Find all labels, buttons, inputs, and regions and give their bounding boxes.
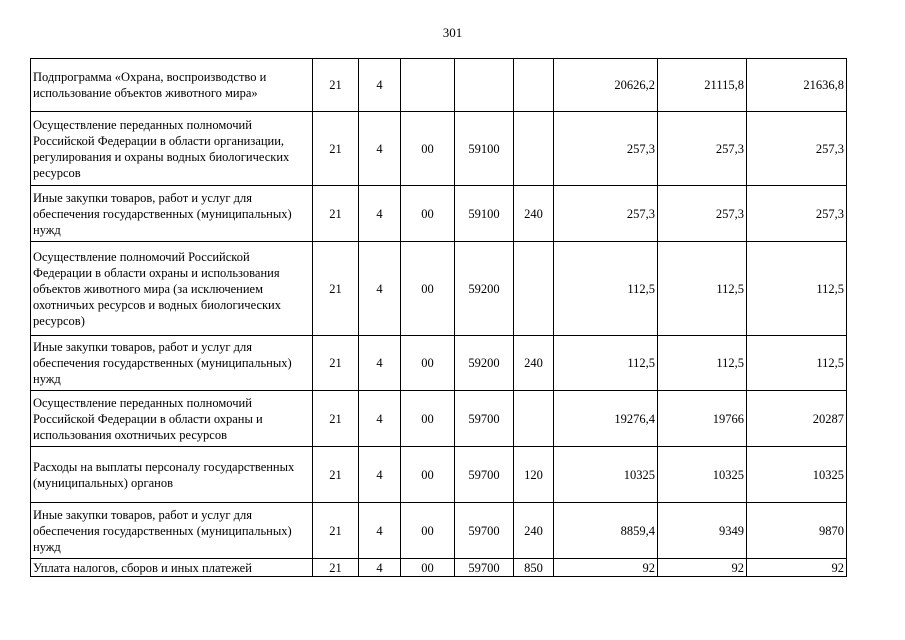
code-cell: 59700 <box>455 447 514 503</box>
code-cell: 4 <box>359 112 401 186</box>
table-row <box>31 186 847 242</box>
table-row <box>31 391 847 447</box>
value-cell: 92 <box>658 559 747 577</box>
code-cell: 00 <box>401 112 455 186</box>
code-cell: 00 <box>401 503 455 559</box>
code-cell: 4 <box>359 559 401 577</box>
code-cell: 240 <box>514 186 554 242</box>
table-row <box>31 112 847 186</box>
value-cell: 21115,8 <box>658 59 747 112</box>
value-cell: 257,3 <box>658 186 747 242</box>
code-cell: 240 <box>514 336 554 391</box>
code-cell: 00 <box>401 336 455 391</box>
row-name-cell: Уплата налогов, сборов и иных платежей <box>31 559 313 577</box>
value-cell: 20287 <box>747 391 847 447</box>
code-cell: 00 <box>401 186 455 242</box>
code-cell: 00 <box>401 391 455 447</box>
table-body <box>31 59 847 577</box>
value-cell: 257,3 <box>554 112 658 186</box>
table-row <box>31 559 847 577</box>
code-cell: 4 <box>359 391 401 447</box>
code-cell: 21 <box>313 447 359 503</box>
value-cell: 92 <box>747 559 847 577</box>
value-cell: 112,5 <box>658 336 747 391</box>
row-name-cell: Расходы на выплаты персоналу государственных (муниципальных) органов <box>31 447 313 503</box>
page-number: 301 <box>442 25 463 40</box>
value-cell: 10325 <box>658 447 747 503</box>
code-cell: 21 <box>313 242 359 336</box>
value-cell: 257,3 <box>747 112 847 186</box>
value-cell: 112,5 <box>554 336 658 391</box>
value-cell: 112,5 <box>747 336 847 391</box>
budget-table <box>30 58 847 577</box>
value-cell: 9349 <box>658 503 747 559</box>
code-cell: 4 <box>359 186 401 242</box>
value-cell: 19766 <box>658 391 747 447</box>
value-cell: 257,3 <box>658 112 747 186</box>
code-cell: 21 <box>313 186 359 242</box>
code-cell: 4 <box>359 447 401 503</box>
code-cell: 4 <box>359 59 401 112</box>
code-cell <box>514 242 554 336</box>
value-cell: 257,3 <box>554 186 658 242</box>
value-cell: 10325 <box>554 447 658 503</box>
code-cell: 21 <box>313 59 359 112</box>
value-cell: 257,3 <box>747 186 847 242</box>
value-cell: 112,5 <box>554 242 658 336</box>
code-cell: 59100 <box>455 112 514 186</box>
code-cell <box>455 59 514 112</box>
code-cell: 00 <box>401 447 455 503</box>
code-cell: 59700 <box>455 391 514 447</box>
code-cell: 850 <box>514 559 554 577</box>
code-cell: 00 <box>401 242 455 336</box>
value-cell: 10325 <box>747 447 847 503</box>
value-cell: 92 <box>554 559 658 577</box>
row-name-cell: Подпрограмма «Охрана, воспроизводство и использование объектов животного мира» <box>31 59 313 112</box>
code-cell: 21 <box>313 336 359 391</box>
table-row <box>31 242 847 336</box>
code-cell <box>514 59 554 112</box>
code-cell: 21 <box>313 559 359 577</box>
row-name-cell: Иные закупки товаров, работ и услуг для обеспечения государственных (муниципальных) нужд <box>31 336 313 391</box>
table-row <box>31 447 847 503</box>
code-cell: 59200 <box>455 336 514 391</box>
value-cell: 112,5 <box>658 242 747 336</box>
code-cell: 4 <box>359 242 401 336</box>
code-cell <box>514 112 554 186</box>
code-cell: 59700 <box>455 559 514 577</box>
code-cell: 21 <box>313 391 359 447</box>
row-name-cell: Иные закупки товаров, работ и услуг для обеспечения государственных (муниципальных) нужд <box>31 503 313 559</box>
code-cell: 59100 <box>455 186 514 242</box>
value-cell: 8859,4 <box>554 503 658 559</box>
value-cell: 112,5 <box>747 242 847 336</box>
row-name-cell: Осуществление переданных полномочий Российской Федерации в области организации, регулирования и охраны водных биологических ресурсов <box>31 112 313 186</box>
code-cell: 4 <box>359 336 401 391</box>
code-cell: 4 <box>359 503 401 559</box>
table-row <box>31 59 847 112</box>
row-name-cell: Осуществление переданных полномочий Российской Федерации в области охраны и использования охотничьих ресурсов <box>31 391 313 447</box>
code-cell: 240 <box>514 503 554 559</box>
value-cell: 9870 <box>747 503 847 559</box>
row-name-cell: Осуществление полномочий Российской Федерации в области охраны и использования объектов животного мира (за исключением охотничьих ресурсов и водных биологических ресурсов) <box>31 242 313 336</box>
code-cell: 21 <box>313 503 359 559</box>
code-cell: 120 <box>514 447 554 503</box>
value-cell: 21636,8 <box>747 59 847 112</box>
code-cell: 59700 <box>455 503 514 559</box>
value-cell: 19276,4 <box>554 391 658 447</box>
code-cell <box>514 391 554 447</box>
table-row <box>31 503 847 559</box>
code-cell <box>401 59 455 112</box>
table-row <box>31 336 847 391</box>
row-name-cell: Иные закупки товаров, работ и услуг для обеспечения государственных (муниципальных) нужд <box>31 186 313 242</box>
code-cell: 21 <box>313 112 359 186</box>
code-cell: 59200 <box>455 242 514 336</box>
code-cell: 00 <box>401 559 455 577</box>
value-cell: 20626,2 <box>554 59 658 112</box>
